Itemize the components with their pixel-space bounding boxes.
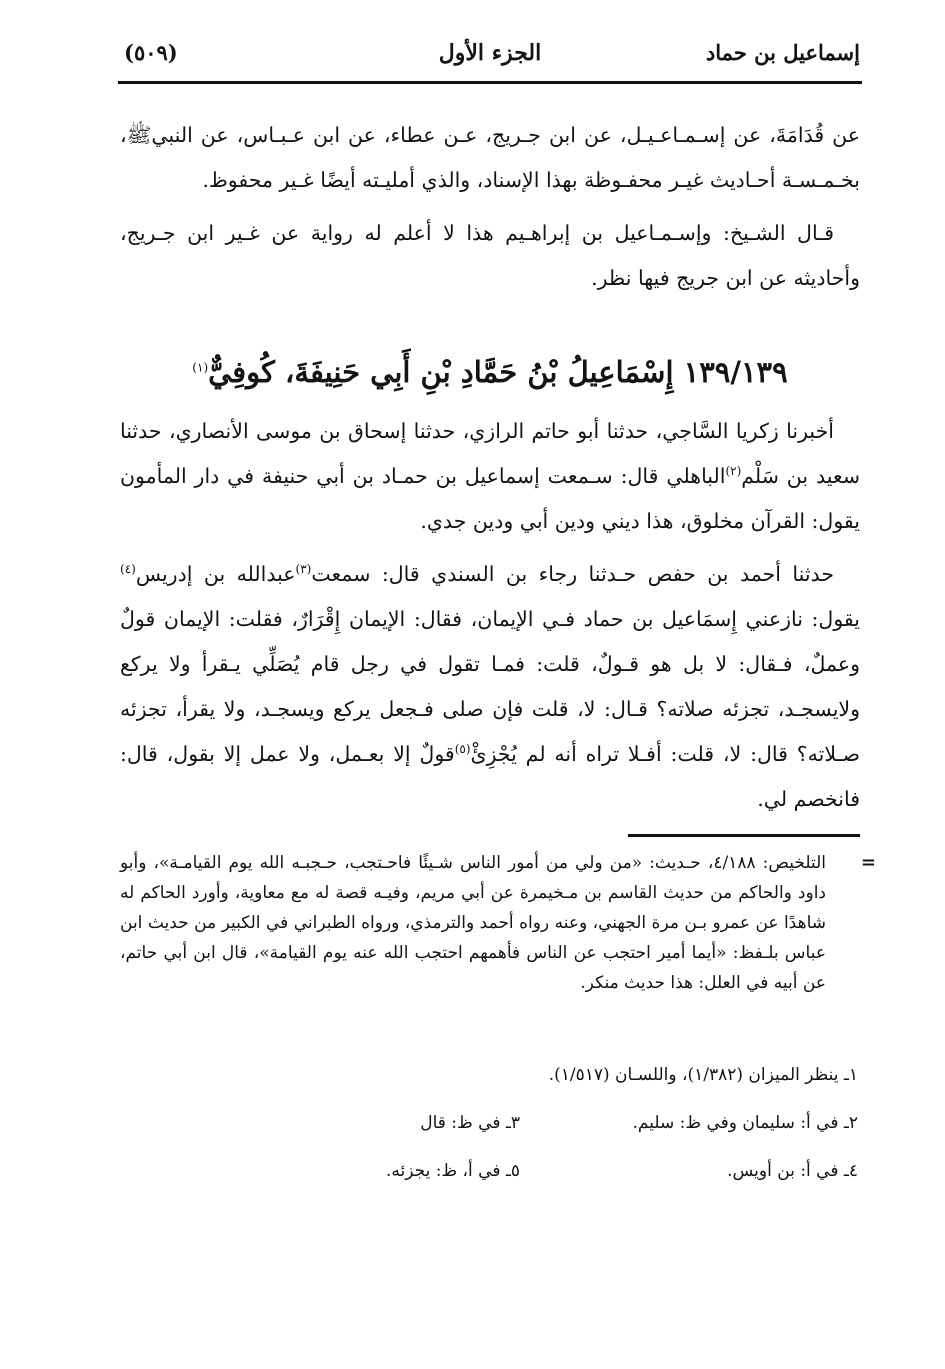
page-number: (٥٠٩) [124, 40, 178, 65]
paragraph-3 [120, 409, 860, 544]
footnote-continuation-text: التلخيص: ٤/١٨٨، حـديث: «من ولي من أمور الناس شـيئًا فاحـتجب، حـجبـه الله يوم القيامـة»، وأبو داود والحاكم من حديث القاسم بن مـخيمرة عن أبي مريم، وفيـه قصة له مع معاوية، وأورد الحاكم له شاهدًا عن عمرو بـن مرة الجهني، وعنه رواه أحمد والترمذي، ورواه الطبراني في الكبير من حديث ابن عباس بلـفظ: «أيما أمير احتجب عن الناس فأهمهم احتجب الله عنه يوم القيامة»، قال ابن أبي حاتم، عن أبيه في العلل: هذا حديث منكر. [120, 853, 826, 993]
header-rule [118, 81, 862, 84]
paragraph-4-text-c: يقول: نازعني إِسمَاعيل بن حماد فـي الإيمان، فقال: الإيمان إِقْرَارٌ، فقلت: الإيمان قولٌ وعملٌ، فـقال: لا بل هو قـولٌ، قلت: فمـا تقول في رجل قام يُصَلِّي يـقرأ ولا يركع ولايسجـد، تجزئه صلاته؟ قـال: لا، قلت فإن صلى فـجعل يركع ويسجـد، ولا يقرأ، تجزئه صـلاته؟ قال: لا، قلت: أفـلا تراه أنه لم يُجْزِئْ [120, 607, 860, 766]
volume-label: الجزء الأول [438, 40, 542, 66]
paragraph-4-text-d: قولٌ إلا بعـمل، ولا عمل إلا بقول، قال: فانخصم لي. [120, 742, 860, 811]
footnote-ref-3: (٣) [295, 562, 312, 577]
footnote-5: ٥ـ في أ، ظ: يجزئه. [385, 1161, 520, 1181]
footnote-ref-5: (٥) [454, 742, 471, 757]
footnote-2: ٢ـ في أ: سليمان وفي ظ: سليم. [632, 1113, 858, 1133]
section-title-footnote-ref: (١) [192, 360, 209, 375]
footnote-separator [628, 834, 860, 837]
footnote-continuation [120, 848, 876, 998]
body-upper [120, 113, 860, 301]
footnote-3: ٣ـ في ظ: قال [420, 1113, 520, 1133]
running-title: إسماعيل بن حماد [705, 40, 860, 65]
footnote-4: ٤ـ في أ: بن أويس. [727, 1161, 858, 1181]
section-title [120, 349, 860, 395]
footnote-ref-2: (٢) [725, 464, 742, 479]
paragraph-3-text-a: أخبرنا زكريا السَّاجي، حدثنا أبو حاتم الرازي، حدثنا إسحاق بن موسى الأنصاري، حدثنا سعيد بن سَلْم [120, 419, 860, 488]
continuation-mark: = [860, 852, 876, 873]
footnote-ref-4: (٤) [120, 562, 136, 577]
paragraph-4 [120, 552, 860, 822]
paragraph-3-text-b: الباهلي قال: سـمعت إسماعيل بن حمـاد بن أبي حنيفة في دار المأمون يقول: القرآن مخلوق، هذا ديني ودين أبي ودين جدي. [120, 464, 860, 533]
paragraph-1: عن قُدَامَةَ، عن إسـمـاعـيـل، عن ابن جـريج، عـن عطاء، عن ابن عـبـاس، عن النبيﷺ، بخـمـسـة أحـاديث غيـر محفـوظة بهذا الإسناد، والذي أمليـته أيضًا غـير محفوظ. [120, 123, 860, 192]
footnote-1: ١ـ ينظر الميزان (١/٣٨٢)، واللسـان (١/٥١٧). [548, 1065, 858, 1085]
footnote-list [120, 1060, 860, 1210]
section-title-text: ١٣٩/١٣٩ إِسْمَاعِيلُ بْنُ حَمَّادِ بْنِ أَبِي حَنِيفَةَ، كُوفِيٌّ [208, 355, 788, 389]
paragraph-4-text-a: حدثنا أحمد بن حفص حـدثنا رجاء بن السندي قال: سمعت [311, 562, 834, 586]
paragraph-2: قـال الشـيخ: وإسـمـاعيل بن إبراهـيم هذا لا أعلم له رواية عن غـير ابن جـريج، وأحاديثه عن ابن جريج فيها نظر. [120, 221, 860, 290]
paragraph-4-text-b: عبدالله بن إدريس [135, 562, 296, 586]
page-header [118, 36, 862, 86]
body-lower [120, 409, 860, 822]
